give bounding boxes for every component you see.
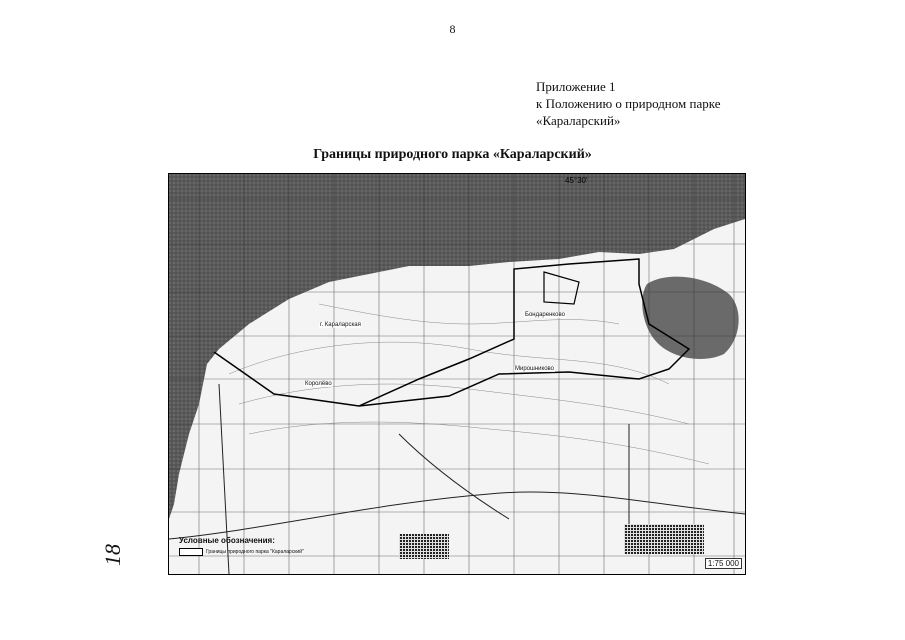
park-map <box>168 173 746 575</box>
map-drawing <box>169 174 745 574</box>
place-label: Королёво <box>305 381 332 387</box>
appendix-line-3: «Караларский» <box>536 113 621 128</box>
map-scale: 1:75 000 <box>705 558 742 569</box>
map-legend <box>179 536 304 556</box>
appendix-line-1: Приложение 1 <box>536 79 616 94</box>
place-label: г. Караларская <box>320 322 361 328</box>
town-block <box>624 524 704 554</box>
legend-title: Условные обозначения: <box>179 536 275 545</box>
appendix-line-2: к Положению о природном парке <box>536 96 721 111</box>
legend-row <box>179 548 304 556</box>
legend-label: Границы природного парка "Караларский" <box>206 549 304 555</box>
place-label: Бондаренково <box>525 312 565 318</box>
coordinate-label: 45°30' <box>565 176 588 185</box>
place-label: Мирошниково <box>515 366 554 372</box>
handwritten-page-mark: 18 <box>100 544 125 566</box>
appendix-header <box>536 78 720 129</box>
town-block <box>399 534 449 559</box>
page-number: 8 <box>449 22 456 36</box>
boundary-swatch <box>179 548 203 556</box>
document-title: Границы природного парка «Караларский» <box>313 147 592 162</box>
